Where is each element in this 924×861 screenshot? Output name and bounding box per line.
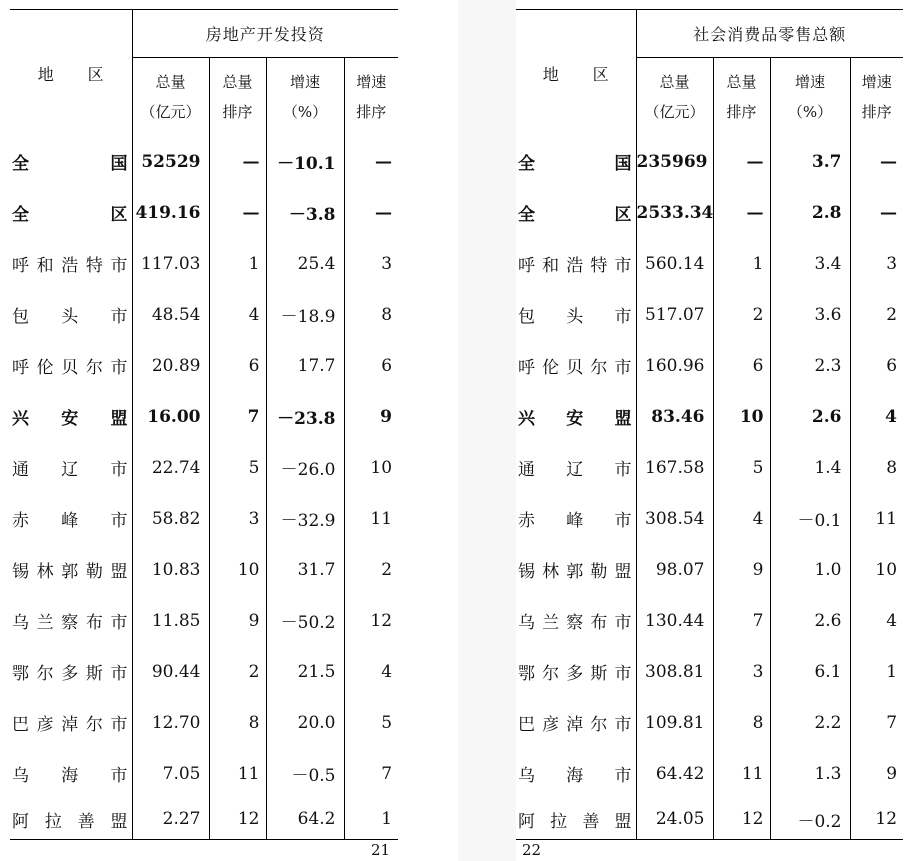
growth-cell: 25.4 [266,238,344,289]
page-number: 22 [522,841,542,859]
region-name-cell: 鄂尔多斯市 [12,664,128,684]
region-name-cell: 阿拉善盟 [518,811,632,832]
region-name-cell: 乌海市 [518,766,632,786]
total-rank-cell: 10 [713,391,770,442]
growth-rank-cell: 9 [850,748,903,799]
total-cell: 117.03 [132,238,209,289]
growth-cell: －32.9 [266,493,344,544]
growth-rank-cell: 12 [850,799,903,840]
page-gutter [458,0,516,861]
total-cell: 160.96 [636,340,713,391]
region-name-cell: 呼伦贝尔市 [12,358,128,378]
growth-rank-cell: 1 [850,646,903,697]
total-cell: 235969 [636,136,713,187]
total-cell: 64.42 [636,748,713,799]
total-cell: 130.44 [636,595,713,646]
growth-rank-cell: 4 [344,646,398,697]
total-cell: 11.85 [132,595,209,646]
col-growth-rank-header: 增速 排序 [850,58,903,137]
growth-cell: 6.1 [770,646,850,697]
growth-cell: －0.5 [266,748,344,799]
region-name-cell: 锡林郭勒盟 [12,562,128,582]
growth-rank-cell: — [344,136,398,187]
growth-cell: 17.7 [266,340,344,391]
total-rank-cell: 5 [209,442,266,493]
table-row [10,340,398,391]
table-row [10,544,398,595]
region-name-cell: 乌海市 [12,766,128,786]
region-name-cell: 赤峰市 [12,511,128,531]
total-rank-cell: 9 [209,595,266,646]
total-cell: 52529 [132,136,209,187]
table-row [516,442,903,493]
total-rank-cell: — [209,187,266,238]
growth-cell: 1.4 [770,442,850,493]
table-row [10,442,398,493]
growth-rank-cell: 11 [344,493,398,544]
growth-cell: 21.5 [266,646,344,697]
growth-rank-cell: 8 [344,289,398,340]
region-name-cell: 兴安盟 [12,409,128,429]
region-name-cell: 兴安盟 [518,409,632,429]
total-rank-cell: 11 [209,748,266,799]
table-row [516,697,903,748]
growth-cell: －0.1 [770,493,850,544]
region-name-cell: 包头市 [12,307,128,327]
total-cell: 90.44 [132,646,209,697]
table-row [516,289,903,340]
total-rank-cell: 12 [713,799,770,840]
growth-cell: －18.9 [266,289,344,340]
table-row [516,493,903,544]
growth-rank-cell: 4 [850,391,903,442]
region-name-cell: 包头市 [518,307,632,327]
growth-cell: 2.6 [770,391,850,442]
table-row [10,391,398,442]
growth-rank-cell: 4 [850,595,903,646]
table-row [516,544,903,595]
table-row [516,391,903,442]
growth-rank-cell: 3 [344,238,398,289]
total-rank-cell: 12 [209,799,266,840]
total-cell: 2.27 [132,799,209,840]
total-cell: 109.81 [636,697,713,748]
table-row [516,595,903,646]
growth-rank-cell: 8 [850,442,903,493]
table-row [10,136,398,187]
col-total-header: 总量 （亿元） [132,58,209,137]
total-rank-cell: 11 [713,748,770,799]
table-row [10,289,398,340]
retail-sales-table [516,9,903,840]
growth-rank-cell: 6 [344,340,398,391]
growth-rank-cell: 12 [344,595,398,646]
total-rank-cell: — [713,136,770,187]
region-name-cell: 通辽市 [518,460,632,480]
region-header: 地 区 [37,64,119,84]
total-rank-cell: 7 [713,595,770,646]
region-name-cell: 呼和浩特市 [518,256,632,276]
table-row [10,238,398,289]
total-cell: 16.00 [132,391,209,442]
col-growth-rank-header: 增速 排序 [344,58,398,137]
growth-cell: 1.3 [770,748,850,799]
growth-rank-cell: 7 [344,748,398,799]
total-cell: 560.14 [636,238,713,289]
table-row [10,697,398,748]
col-growth-header: 增速 （%） [266,58,344,137]
total-rank-cell: 3 [713,646,770,697]
region-name-cell: 呼和浩特市 [12,256,128,276]
growth-cell: 2.2 [770,697,850,748]
total-rank-cell: 3 [209,493,266,544]
total-rank-cell: 8 [713,697,770,748]
table-row [516,799,903,840]
total-cell: 12.70 [132,697,209,748]
table-row [10,187,398,238]
total-rank-cell: — [209,136,266,187]
growth-rank-cell: 7 [850,697,903,748]
growth-rank-cell: — [344,187,398,238]
growth-rank-cell: 11 [850,493,903,544]
region-name-cell: 锡林郭勒盟 [518,562,632,582]
total-rank-cell: — [713,187,770,238]
table-row [516,340,903,391]
total-cell: 83.46 [636,391,713,442]
growth-rank-cell: 6 [850,340,903,391]
total-cell: 419.16 [132,187,209,238]
col-total-rank-header: 总量 排序 [713,58,770,137]
growth-cell: 3.6 [770,289,850,340]
growth-rank-cell: 2 [850,289,903,340]
growth-cell: －3.8 [266,187,344,238]
region-name-cell: 全区 [12,205,128,225]
total-rank-cell: 4 [209,289,266,340]
growth-cell: 3.7 [770,136,850,187]
growth-rank-cell: 1 [344,799,398,840]
growth-cell: 31.7 [266,544,344,595]
growth-cell: 2.6 [770,595,850,646]
growth-cell: 1.0 [770,544,850,595]
total-cell: 58.82 [132,493,209,544]
table-row [516,136,903,187]
total-cell: 22.74 [132,442,209,493]
total-rank-cell: 5 [713,442,770,493]
table-row [516,748,903,799]
region-header: 地 区 [542,64,624,84]
growth-cell: －50.2 [266,595,344,646]
region-name-cell: 通辽市 [12,460,128,480]
region-name-cell: 鄂尔多斯市 [518,664,632,684]
growth-rank-cell: 5 [344,697,398,748]
total-rank-cell: 9 [713,544,770,595]
total-cell: 7.05 [132,748,209,799]
group-title: 房地产开发投资 [132,10,398,58]
region-name-cell: 乌兰察布市 [518,613,632,633]
growth-cell: －0.2 [770,799,850,840]
growth-rank-cell: 10 [344,442,398,493]
total-rank-cell: 1 [713,238,770,289]
page-number: 21 [371,841,391,859]
region-name-cell: 呼伦贝尔市 [518,358,632,378]
region-name-cell: 巴彦淖尔市 [12,715,128,735]
total-rank-cell: 8 [209,697,266,748]
growth-cell: －10.1 [266,136,344,187]
group-title: 社会消费品零售总额 [636,10,903,58]
total-cell: 308.54 [636,493,713,544]
total-rank-cell: 4 [713,493,770,544]
growth-cell: －23.8 [266,391,344,442]
total-rank-cell: 6 [713,340,770,391]
total-cell: 48.54 [132,289,209,340]
table-row [10,646,398,697]
table-row [10,493,398,544]
total-cell: 24.05 [636,799,713,840]
total-rank-cell: 2 [713,289,770,340]
table-row [516,646,903,697]
col-total-rank-header: 总量 排序 [209,58,266,137]
total-cell: 308.81 [636,646,713,697]
growth-cell: 64.2 [266,799,344,840]
growth-cell: 2.8 [770,187,850,238]
region-name-cell: 乌兰察布市 [12,613,128,633]
region-name-cell: 全国 [518,154,632,174]
total-cell: 20.89 [132,340,209,391]
growth-cell: 2.3 [770,340,850,391]
total-rank-cell: 6 [209,340,266,391]
total-cell: 517.07 [636,289,713,340]
total-rank-cell: 10 [209,544,266,595]
growth-cell: 3.4 [770,238,850,289]
growth-rank-cell: 3 [850,238,903,289]
total-cell: 2533.34 [636,187,713,238]
total-cell: 167.58 [636,442,713,493]
region-name-cell: 全国 [12,154,128,174]
region-name-cell: 赤峰市 [518,511,632,531]
growth-rank-cell: — [850,136,903,187]
total-rank-cell: 2 [209,646,266,697]
region-name-cell: 全区 [518,205,632,225]
total-cell: 98.07 [636,544,713,595]
growth-rank-cell: 2 [344,544,398,595]
table-row [516,238,903,289]
growth-rank-cell: 10 [850,544,903,595]
table-row [516,187,903,238]
table-row [10,799,398,840]
table-row [10,595,398,646]
col-total-header: 总量 （亿元） [636,58,713,137]
table-row [10,748,398,799]
growth-rank-cell: 9 [344,391,398,442]
real-estate-investment-table [10,9,398,840]
region-name-cell: 巴彦淖尔市 [518,715,632,735]
total-rank-cell: 1 [209,238,266,289]
region-name-cell: 阿拉善盟 [12,811,128,832]
growth-cell: －26.0 [266,442,344,493]
growth-rank-cell: — [850,187,903,238]
total-rank-cell: 7 [209,391,266,442]
total-cell: 10.83 [132,544,209,595]
col-growth-header: 增速 （%） [770,58,850,137]
growth-cell: 20.0 [266,697,344,748]
